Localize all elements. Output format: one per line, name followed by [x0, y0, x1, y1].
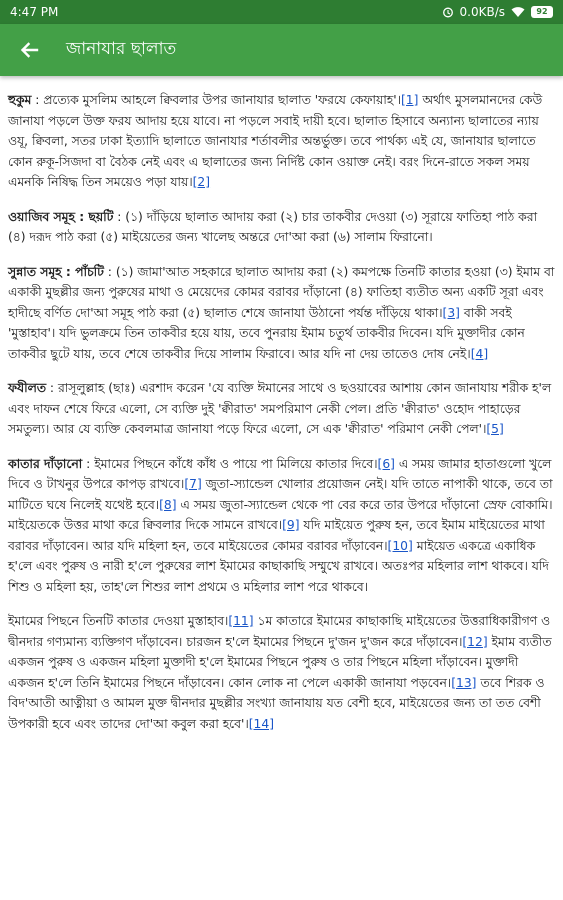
footnote-link[interactable]: [12]: [462, 634, 488, 649]
paragraph-text: মাইয়েত একত্রে একাধিক হ'লে এবং পুরুষ ও নারী হ'লে পুরুষের লাশ ইমামের কাছাকাছি সম্মুখে রাখবে। অতঃপর মহিলার লাশ থাকবে। যদি শিশু ও মহিলা হয়, তাহ'লে শিশুর লাশ প্রথমে ও মহিলার লাশ পরে থাকবে।: [8, 538, 549, 594]
footnote-link[interactable]: [9]: [282, 518, 300, 532]
paragraph-heading: হুকুম: [8, 93, 32, 107]
footnote-link[interactable]: [10]: [387, 538, 413, 553]
article-paragraph: [8, 611, 555, 734]
paragraph-text: ইমামের পিছনে তিনটি কাতার দেওয়া মুস্তাহাব।: [8, 614, 229, 628]
paragraph-text: বাকী সবই 'মুস্তাহাব'। যদি ভুলক্রমে তিন তাকবীর হয়ে যায়, তবে পুনরায় ইমাম চতুর্থ তাকবীর দিবেন। যদি মুক্তাদীর কোন তাকবীর ছুটে যায়, তবে শেষে তাকবীর দিয়ে সালাম ফিরাবে। আর যদি না দেয় তাতেও দোষ নেই।: [8, 305, 525, 361]
footnote-link[interactable]: [7]: [184, 477, 202, 491]
status-bar: [0, 0, 563, 24]
arrow-back-icon: [19, 40, 39, 60]
paragraph-heading: কাতার দাঁড়ানো: [8, 456, 83, 471]
page-title: জানাযার ছালাত: [66, 39, 177, 59]
paragraph-text: জুতা-স্যান্ডেল খোলার প্রয়োজন নেই। যদি তাতে নাপাকী থাকে, তবে তা মাটিতে ঘষে নিলেই যথেষ্ট হবে।: [8, 477, 553, 512]
back-button[interactable]: [14, 35, 44, 65]
status-time: 4:47 PM: [10, 5, 59, 19]
paragraph-text: : প্রত্যেক মুসলিম আহলে ক্বিবলার উপর জানাযার ছালাত 'ফরযে কেফায়াহ'।: [31, 93, 401, 107]
footnote-link[interactable]: [4]: [470, 346, 489, 361]
footnote-link[interactable]: [1]: [401, 93, 419, 107]
footnote-link[interactable]: [13]: [451, 675, 477, 690]
paragraph-text: এ সময় জামার হাতাগুলো খুলে দিবে ও টাখনুর উপরে কাপড় রাখবে।: [8, 456, 552, 491]
paragraph-heading: সুন্নাত সমূহ : পাঁচটি: [8, 264, 104, 279]
network-speed: 0.0KB/s: [459, 5, 505, 19]
paragraph-heading: ফযীলত: [8, 381, 46, 395]
article-paragraph: [8, 378, 555, 440]
paragraph-text: তবে শিরক ও বিদ'আতী আত্নীয়া ও আমল মুক্ত দ্বীনদার মুছল্লীর সংখ্যা জানাযায় যত বেশী হবে, মাইয়েতের জন্য তা তত বেশী উপকারী হবে এবং তাদের দো'আ কবুল করা হবে'।: [8, 675, 545, 731]
footnote-link[interactable]: [2]: [192, 175, 211, 189]
wifi-icon: [511, 6, 525, 18]
paragraph-text: এ সময় জুতা-স্যান্ডেল থেকে পা বের করে তার উপরে দাঁড়ানো স্রেফ বোকামি। মাইয়েতকে উত্তর মাথা করে ক্বিবলার দিকে সামনে রাখবে।: [8, 497, 553, 532]
article-content: [0, 76, 563, 900]
paragraph-text: : রাসূলুল্লাহ (ছাঃ) এরশাদ করেন 'যে ব্যক্তি ঈমানের সাথে ও ছওয়াবের আশায় কোন জানাযায় শরীক হ'ল এবং দাফন শেষে ফিরে এলো, সে ব্যক্তি দুই 'ক্বীরাত' সমপরিমাণ নেকী পেল। প্রতি 'ক্বীরাত' ওহোদ পাহাড়ের সমতুল্য। আর যে ব্যক্তি কেবলমাত্র জানাযা পড়ে ফিরে এলো, সে এক 'ক্বীরাত' পরিমাণ নেকী পেল'।: [8, 381, 552, 436]
paragraph-text: ১ম কাতারে ইমামের কাছাকাছি মাইয়েতের উত্তরাধিকারীগণ ও দ্বীনদার গণ্যমান্য ব্যক্তিগণ দাঁড়াবেন। চারজন হ'লে ইমামের পিছনে দু'জন দু'জন করে দাঁড়াবেন।: [8, 614, 551, 649]
paragraph-text: যদি মাইয়েত পুরুষ হন, তবে ইমাম মাইয়েতের মাথা বরাবর দাঁড়াবেন। আর যদি মহিলা হন, তবে মাইয়েতের কোমর বরাবর দাঁড়াবেন।: [8, 518, 545, 553]
footnote-link[interactable]: [6]: [377, 456, 395, 471]
paragraph-text: : ইমামের পিছনে কাঁধে কাঁধ ও পায়ে পা মিলিয়ে কাতার দিবে।: [82, 456, 378, 471]
alarm-icon: [442, 6, 454, 18]
battery-icon: 92: [531, 6, 553, 18]
footnote-link[interactable]: [14]: [248, 716, 274, 731]
footnote-link[interactable]: [8]: [159, 497, 177, 512]
footnote-link[interactable]: [3]: [442, 305, 460, 320]
footnote-link[interactable]: [5]: [486, 422, 504, 436]
paragraph-text: অর্থাৎ মুসলমানদের কেউ জানাযা পড়লে উক্ত ফরয আদায় হয়ে যাবে। না পড়লে সবাই দায়ী হবে। ছালাত হিসাবে অন্যান্য ছালাতের ন্যায় ওযূ, ক্বিবলা, সতর ঢাকা ইত্যাদি ছালাতে জানাযার শর্তাবলীর অন্তর্ভুক্ত। তবে পার্থক্য এই যে, জানাযার ছালাতে কোন রুকূ-সিজদা বা বৈঠক নেই এবং এ ছালাতের জন্য নির্দিষ্ট কোন ওয়াক্ত নেই। বরং দিনে-রাতে সকল সময় এমনকি নিষিদ্ধ তিন সময়েও পড়া যায়।: [8, 93, 543, 189]
footnote-link[interactable]: [11]: [228, 614, 254, 628]
paragraph-heading: ওয়াজিব সমূহ : ছয়টি: [8, 209, 114, 224]
article-paragraph: [8, 90, 555, 193]
paragraph-text: ইমাম ব্যতীত একজন পুরুষ ও একজন মহিলা মুক্তাদী হ'লে ইমামের পিছনে পুরুষ ও তার পিছনে মহিলা দাঁড়াবেন। মুক্তাদী একজন হ'লে তিনি ইমামের পিছনে দাঁড়াবেন। কোন লোক না পেলে একাকী জানাযা পড়বেন।: [8, 634, 552, 690]
article-paragraph: [8, 262, 555, 365]
paragraph-text: : (১) জামা'আত সহকারে ছালাত আদায় করা (২) কমপক্ষে তিনটি কাতার হওয়া (৩) ইমাম বা একাকী মুছল্লীর জন্য পুরুষের মাথা ও মেয়েদের কোমর বরাবর দাঁড়ানো (৪) ফাতিহা ব্যতীত অন্য একটি সূরা এবং হাদীছে বর্ণিত দো'আ সমূহ পাঠ করা (৫) ছালাত শেষে জানাযা উঠানো পর্যন্ত দাঁড়িয়ে থাকা।: [8, 264, 555, 320]
paragraph-text: : (১) দাঁড়িয়ে ছালাত আদায় করা (২) চার তাকবীর দেওয়া (৩) সূরায়ে ফাতিহা পাঠ করা (৪) দরূদ পাঠ করা (৫) মাইয়েতের জন্য খালেছ অন্তরে দো'আ করা (৬) সালাম ফিরানো।: [8, 209, 538, 244]
article-paragraph: [8, 454, 555, 598]
status-indicators: [442, 5, 553, 19]
article-paragraph: [8, 207, 555, 248]
app-bar: [0, 24, 563, 76]
